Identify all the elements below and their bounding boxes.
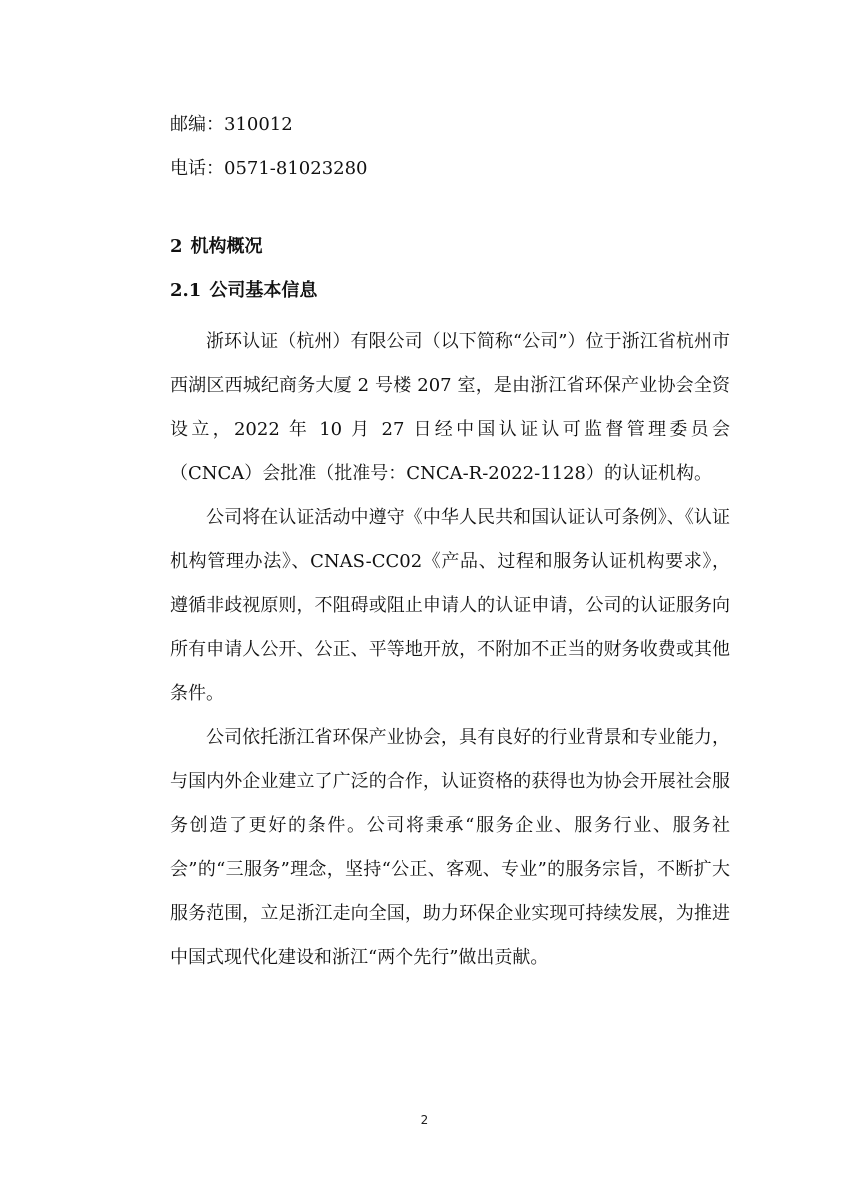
section-heading (170, 232, 730, 262)
subsection-heading (170, 276, 730, 306)
document-page (170, 110, 730, 980)
section-title: 机构概况 (190, 236, 263, 257)
postcode-line: 邮编：310012 (170, 114, 293, 135)
paragraph-mission: 公司依托浙江省环保产业协会，具有良好的行业背景和专业能力，与国内外企业建立了广泛的合作，认证资格的获得也为协会开展社会服务创造了更好的条件。公司将秉承“服务企业、服务行业、服务社会”的“三服务”理念，坚持“公正、客观、专业”的服务宗旨，不断扩大服务范围，立足浙江走向全国，助力环保企业实现可持续发展，为推进中国式现代化建设和浙江“两个先行”做出贡献。 (170, 727, 730, 968)
section-number: 2 (170, 236, 183, 257)
paragraph-compliance: 公司将在认证活动中遵守《中华人民共和国认证认可条例》、《认证机构管理办法》、CNAS-CC02《产品、过程和服务认证机构要求》，遵循非歧视原则，不阻碍或阻止申请人的认证申请，公司的认证服务向所有申请人公开、公正、平等地开放，不附加不正当的财务收费或其他条件。 (170, 507, 730, 704)
section-spacer (170, 184, 730, 232)
phone-line: 电话：0571-81023280 (170, 158, 368, 179)
page-number: 2 (420, 1113, 429, 1127)
paragraph-company-intro: 浙环认证（杭州）有限公司（以下简称“公司”）位于浙江省杭州市西湖区西城纪商务大厦 2 号楼 207 室，是由浙江省环保产业协会全资设立，2022 年 10 月 27 日经中国认证认可监督管理委员会（CNCA）会批准（批准号：CNCA-R-2022-1128）的认证机构。 (170, 331, 730, 484)
subsection-number: 2.1 (170, 280, 202, 301)
subsection-title: 公司基本信息 (209, 280, 318, 301)
